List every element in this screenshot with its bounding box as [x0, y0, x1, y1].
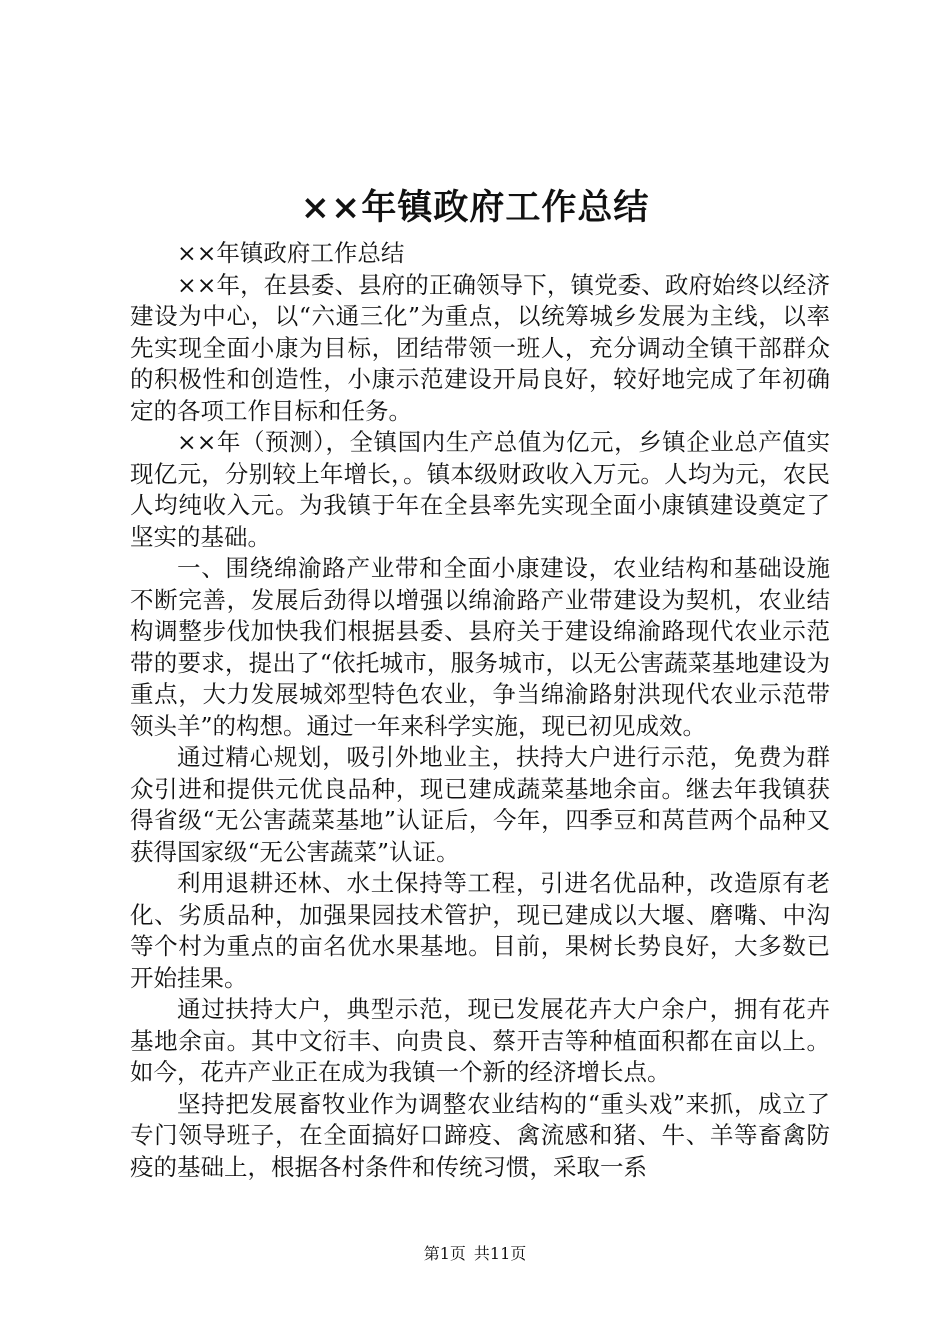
page-total: 共11页 [473, 1244, 527, 1263]
paragraph: ××年（预测），全镇国内生产总值为亿元，乡镇企业总产值实现亿元，分别较上年增长，。镇本级财政收入万元。人均为元，农民人均纯收入元。为我镇于年在全县率先实现全面小康镇建设奠定了坚实的基础。 [130, 428, 830, 551]
document-title: ××年镇政府工作总结 [300, 187, 650, 228]
paragraph: ××年，在县委、县府的正确领导下，镇党委、政府始终以经济建设为中心，以“六通三化”为重点，以统筹城乡发展为主线，以率先实现全面小康为目标，团结带领一班人，充分调动全镇干部群众的积极性和创造性，小康示范建设开局良好，较好地完成了年初确定的各项工作目标和任务。 [130, 270, 830, 425]
page-footer [0, 1242, 950, 1266]
paragraph: ××年镇政府工作总结 [177, 239, 405, 267]
paragraph: 坚持把发展畜牧业作为调整农业结构的“重头戏”来抓，成立了专门领导班子，在全面搞好口蹄疫、禽流感和猪、牛、羊等畜禽防疫的基础上，根据各村条件和传统习惯，采取一系 [130, 1089, 830, 1181]
paragraph: 一、围绕绵渝路产业带和全面小康建设，农业结构和基础设施不断完善，发展后劲得以增强以绵渝路产业带建设为契机，农业结构调整步伐加快我们根据县委、县府关于建设绵渝路现代农业示范带的要求，提出了“依托城市，服务城市，以无公害蔬菜基地建设为重点，大力发展城郊型特色农业，争当绵渝路射洪现代农业示范带领头羊”的构想。通过一年来科学实施，现已初见成效。 [130, 554, 830, 740]
document-body [130, 238, 830, 1183]
paragraph: 通过精心规划，吸引外地业主，扶持大户进行示范，免费为群众引进和提供元优良品种，现已建成蔬菜基地余亩。继去年我镇获得省级“无公害蔬菜基地”认证后，今年，四季豆和莴苣两个品种又获得国家级“无公害蔬菜”认证。 [130, 743, 830, 866]
paragraph: 通过扶持大户，典型示范，现已发展花卉大户余户，拥有花卉基地余亩。其中文衍丰、向贵良、蔡开吉等种植面积都在亩以上。如今，花卉产业正在成为我镇一个新的经济增长点。 [130, 995, 830, 1086]
paragraph: 利用退耕还林、水土保持等工程，引进名优品种，改造原有老化、劣质品种，加强果园技术管护，现已建成以大堰、磨嘴、中沟等个村为重点的亩名优水果基地。目前，果树长势良好，大多数已开始挂果。 [130, 869, 830, 992]
page-number: 第1页 [423, 1244, 466, 1263]
